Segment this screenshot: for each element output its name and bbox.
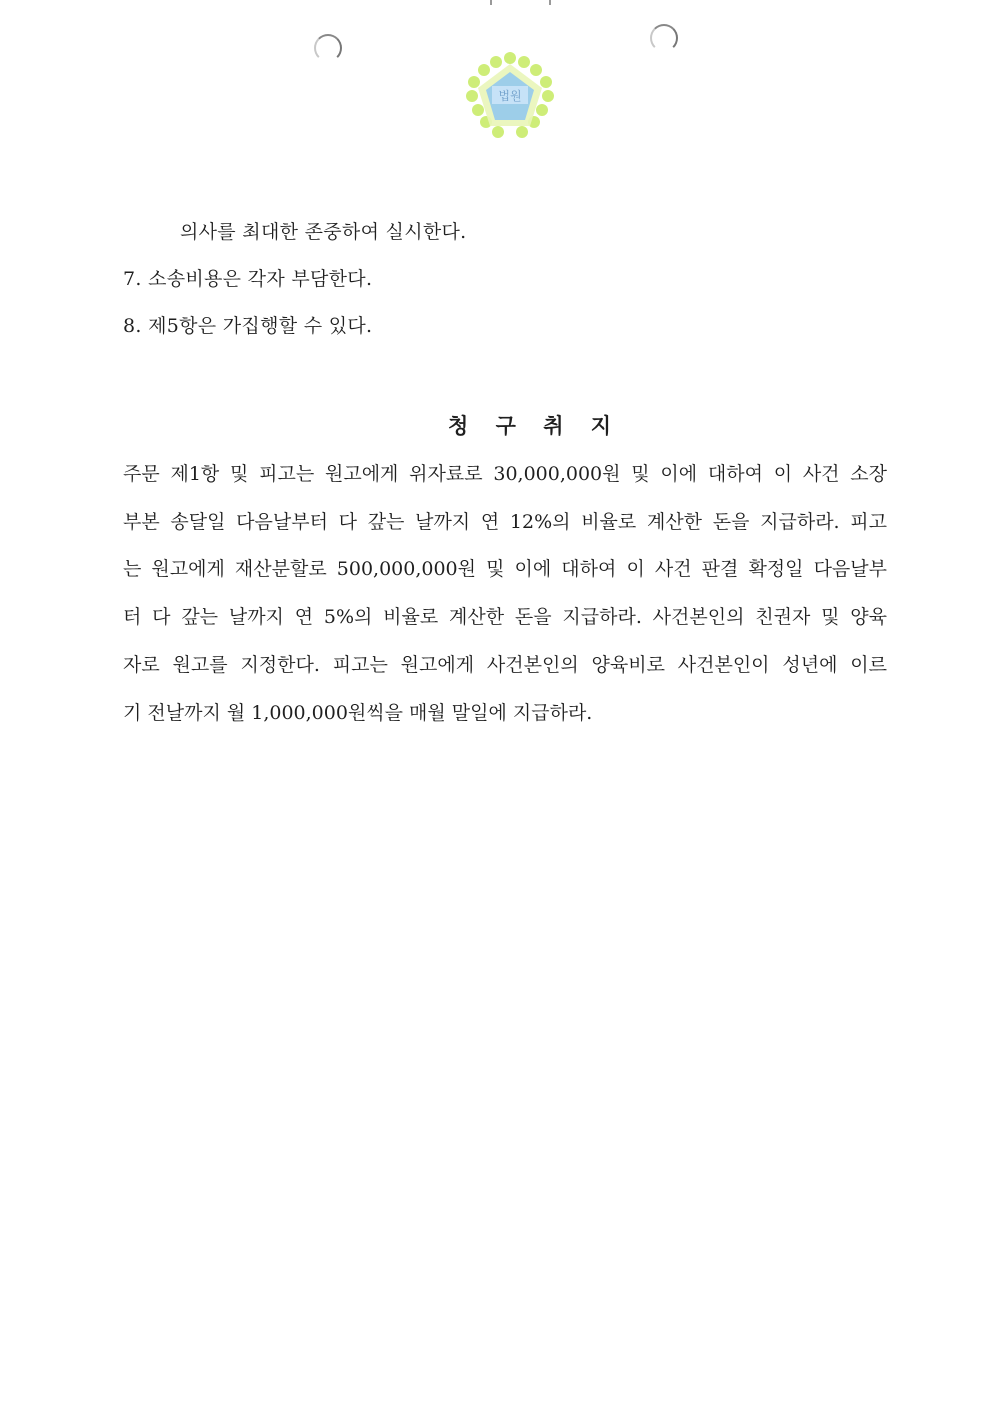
scan-mark — [549, 0, 551, 5]
claim-line: 터 다 갚는 날까지 연 5%의 비율로 계산한 돈을 지급하라. 사건본인의 친권자 및 양육 — [123, 606, 887, 628]
scan-mark — [490, 0, 492, 5]
court-emblem-logo — [462, 50, 558, 140]
claim-line: 부본 송달일 다음날부터 다 갚는 날까지 연 12%의 비율로 계산한 돈을 지급하라. 피고 — [123, 511, 887, 533]
binder-hole-right — [650, 24, 678, 52]
claim-line: 기 전날까지 월 1,000,000원씩을 매월 말일에 지급하라. — [123, 702, 593, 724]
claim-line: 는 원고에게 재산분할로 500,000,000원 및 이에 대하여 이 사건 판결 확정일 다음날부 — [123, 558, 887, 580]
item-8: 8. 제5항은 가집행할 수 있다. — [123, 315, 373, 337]
claim-line: 자로 원고를 지정한다. 피고는 원고에게 사건본인의 양육비로 사건본인이 성년에 이르 — [123, 654, 887, 676]
claim-line: 주문 제1항 및 피고는 원고에게 위자료로 30,000,000원 및 이에 대하여 이 사건 소장 — [123, 463, 887, 485]
binder-hole-left — [314, 34, 342, 62]
item-7: 7. 소송비용은 각자 부담한다. — [123, 268, 373, 290]
item-continuation: 의사를 최대한 존중하여 실시한다. — [180, 221, 467, 243]
svg-text:법원: 법원 — [498, 89, 522, 103]
claim-heading: 청 구 취 지 — [448, 414, 622, 438]
